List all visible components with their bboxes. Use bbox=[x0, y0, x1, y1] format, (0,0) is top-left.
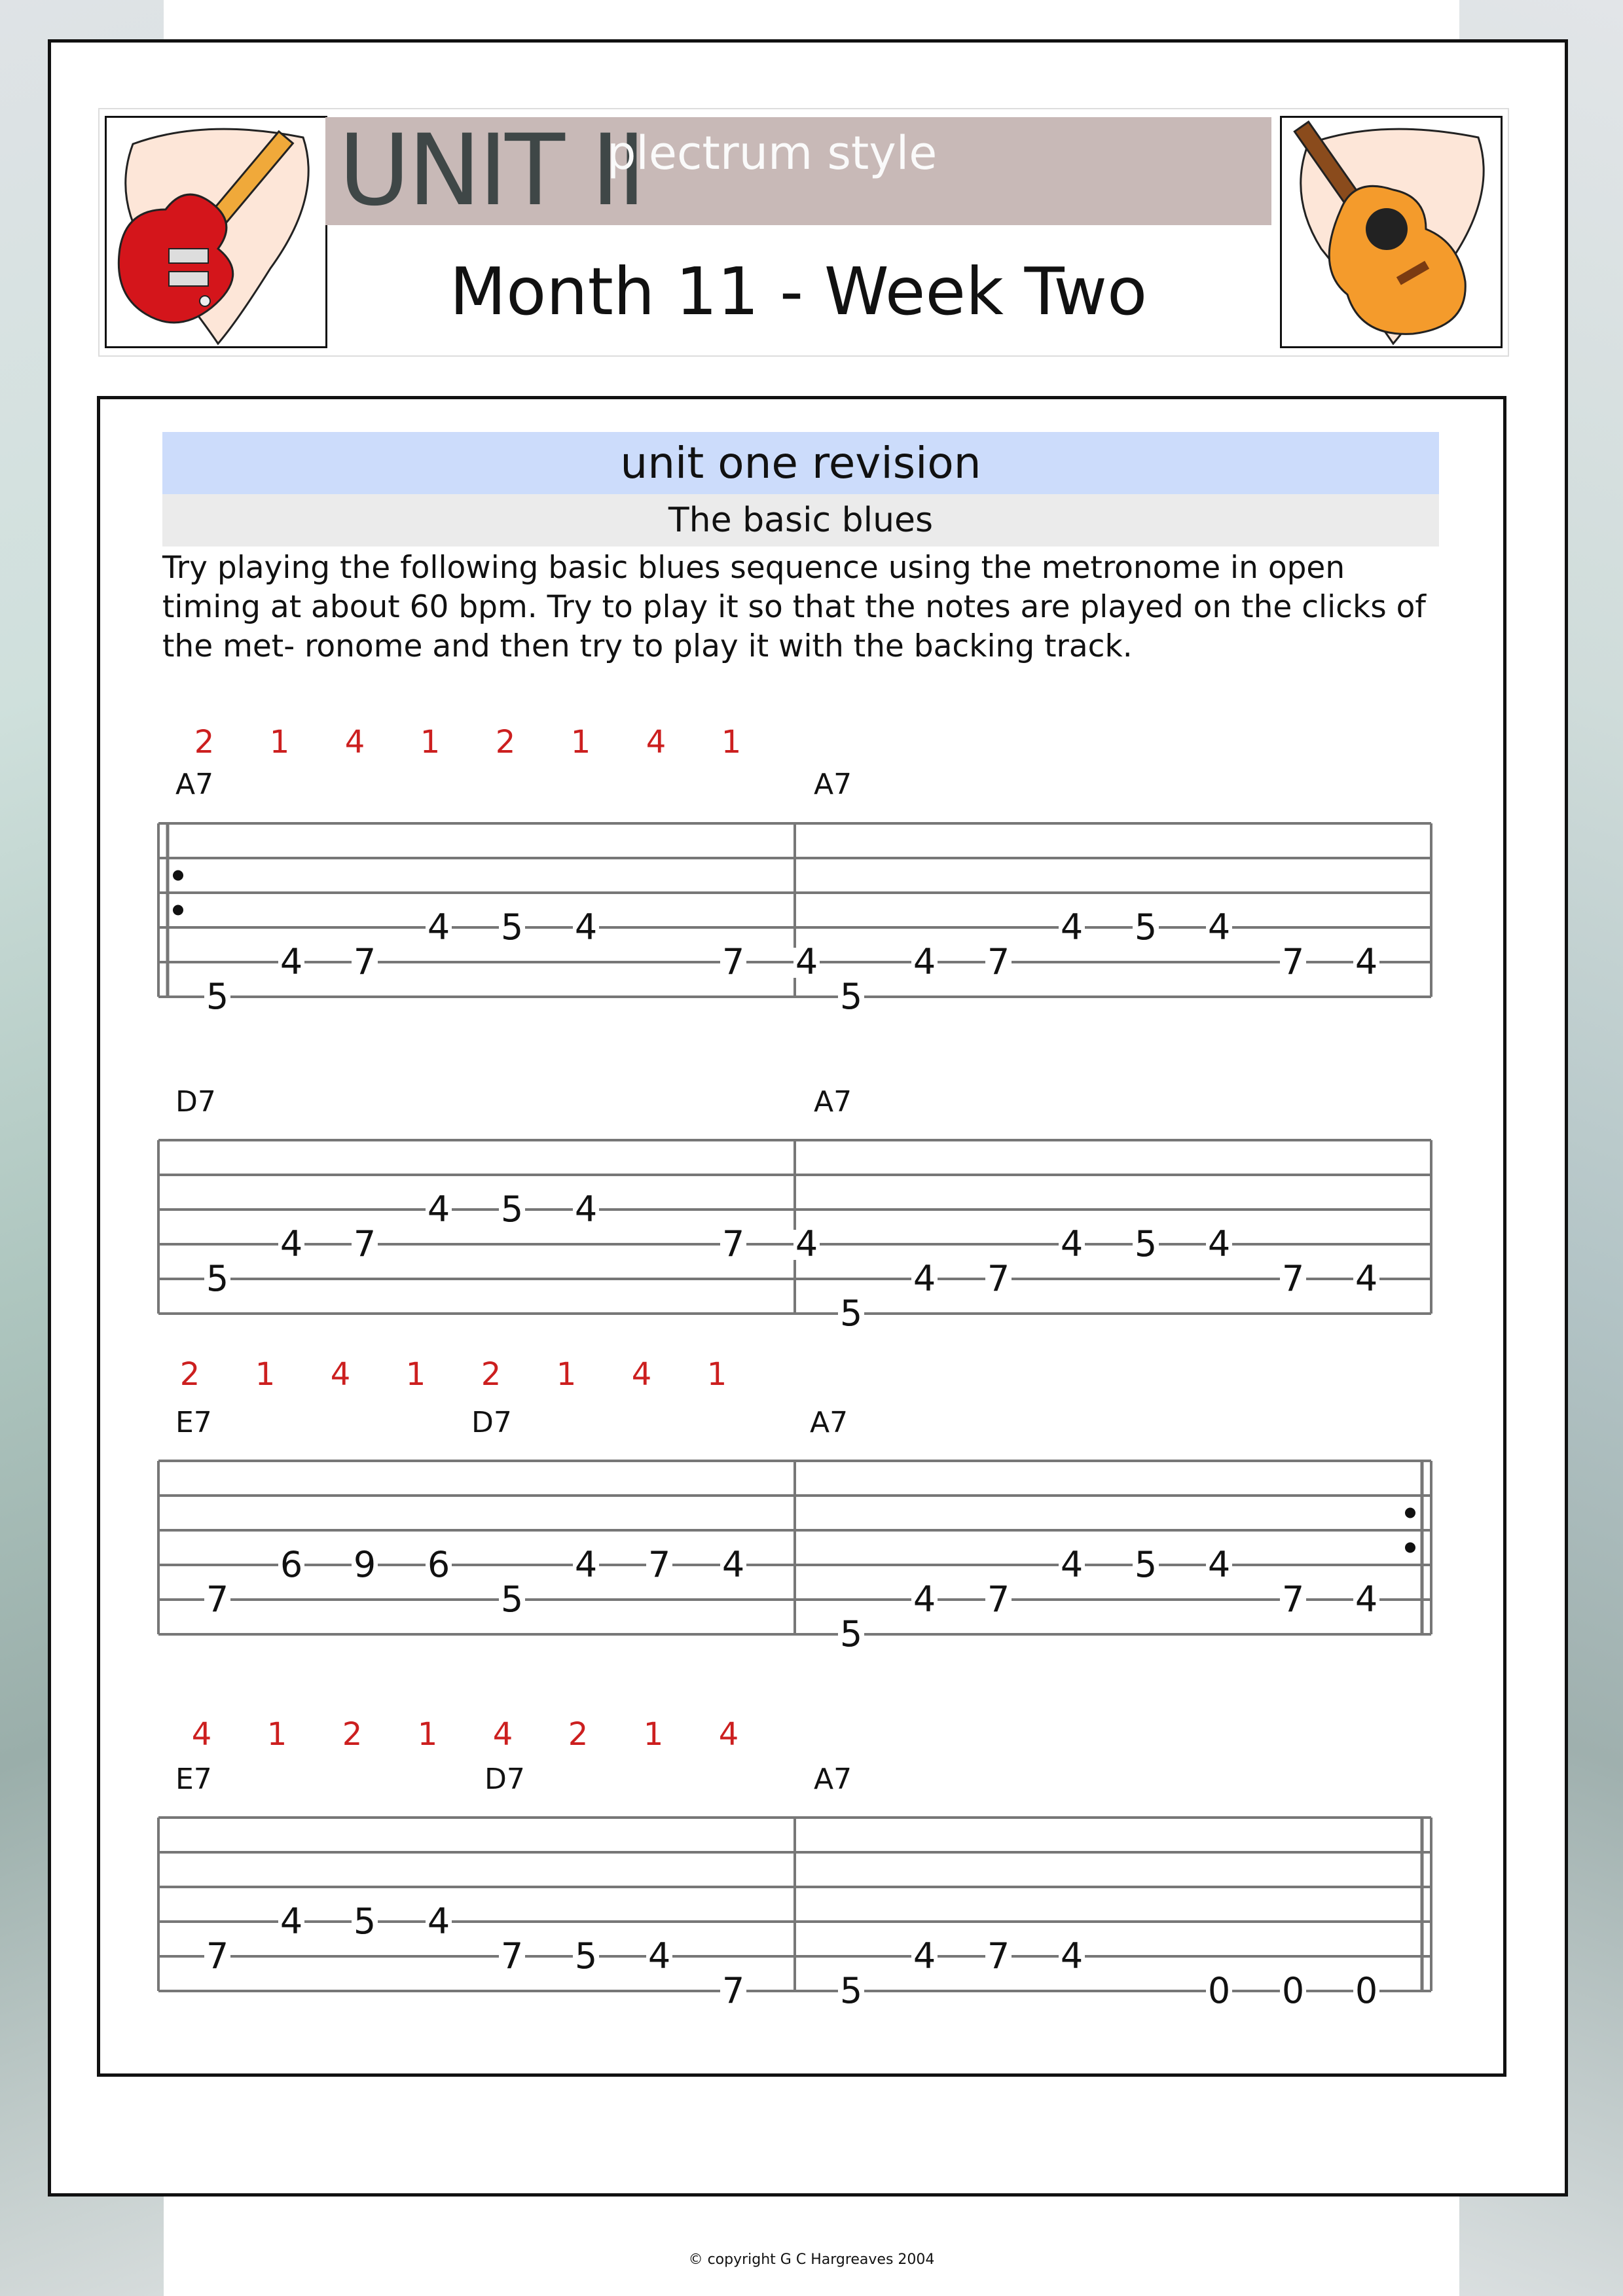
fingering-number: 4 bbox=[191, 1716, 212, 1753]
fret-number: 4 bbox=[1060, 1544, 1084, 1585]
fret-number: 4 bbox=[1355, 1258, 1378, 1299]
chord-name: A7 bbox=[175, 768, 214, 801]
fingering-number: 4 bbox=[492, 1716, 513, 1753]
repeat-dot bbox=[173, 905, 183, 916]
fret-number: 7 bbox=[721, 1223, 745, 1265]
fret-number: 4 bbox=[913, 1579, 936, 1620]
fret-number: 5 bbox=[500, 1189, 524, 1230]
fret-number: 0 bbox=[1207, 1970, 1231, 2011]
fret-number: 4 bbox=[913, 1258, 936, 1299]
fret-number: 4 bbox=[795, 1223, 818, 1265]
fret-number: 7 bbox=[987, 1258, 1010, 1299]
fingering-number: 4 bbox=[646, 724, 666, 761]
fret-number: 4 bbox=[427, 1189, 450, 1230]
fret-number: 0 bbox=[1281, 1970, 1305, 2011]
fret-number: 7 bbox=[987, 1579, 1010, 1620]
chord-name: A7 bbox=[810, 1406, 848, 1439]
fret-number: 5 bbox=[839, 1613, 863, 1655]
fret-number: 4 bbox=[1060, 1935, 1084, 1977]
fingering-number: 1 bbox=[417, 1716, 438, 1753]
fingering-number: 4 bbox=[718, 1716, 739, 1753]
fret-number: 7 bbox=[353, 941, 376, 982]
fret-number: 4 bbox=[1207, 1544, 1231, 1585]
fingering-number: 1 bbox=[721, 724, 742, 761]
fret-number: 9 bbox=[353, 1544, 376, 1585]
fret-number: 5 bbox=[1134, 1544, 1158, 1585]
fret-number: 7 bbox=[353, 1223, 376, 1265]
fret-number: 6 bbox=[280, 1544, 303, 1585]
fret-number: 7 bbox=[500, 1935, 524, 1977]
fingering-number: 1 bbox=[706, 1356, 727, 1393]
fret-number: 4 bbox=[280, 941, 303, 982]
fret-number: 4 bbox=[427, 1901, 450, 1942]
chord-name: A7 bbox=[814, 1085, 852, 1119]
fingering-number: 1 bbox=[269, 724, 290, 761]
fret-number: 4 bbox=[1207, 906, 1231, 948]
chord-name: D7 bbox=[471, 1406, 512, 1439]
fret-number: 4 bbox=[721, 1544, 745, 1585]
repeat-dot bbox=[173, 870, 183, 881]
fret-number: 5 bbox=[574, 1935, 598, 1977]
fret-number: 4 bbox=[1207, 1223, 1231, 1265]
unit-title: UNIT II bbox=[338, 114, 644, 228]
fret-number: 5 bbox=[1134, 906, 1158, 948]
fret-number: 4 bbox=[1060, 1223, 1084, 1265]
fingering-number: 1 bbox=[420, 724, 441, 761]
fret-number: 4 bbox=[795, 941, 818, 982]
fret-number: 7 bbox=[987, 941, 1010, 982]
fret-number: 5 bbox=[206, 976, 229, 1017]
fingering-number: 1 bbox=[556, 1356, 577, 1393]
fret-number: 5 bbox=[839, 1293, 863, 1334]
fret-number: 4 bbox=[913, 1935, 936, 1977]
fingering-number: 4 bbox=[344, 724, 365, 761]
repeat-dot bbox=[1405, 1508, 1415, 1518]
chord-name: D7 bbox=[175, 1085, 216, 1119]
fret-number: 7 bbox=[1281, 941, 1305, 982]
copyright-text: © copyright G C Hargreaves 2004 bbox=[688, 2251, 935, 2268]
fret-number: 4 bbox=[647, 1935, 671, 1977]
fret-number: 4 bbox=[913, 941, 936, 982]
fret-number: 5 bbox=[839, 976, 863, 1017]
fingering-number: 1 bbox=[570, 724, 591, 761]
repeat-dot bbox=[1405, 1543, 1415, 1553]
fingering-number: 1 bbox=[255, 1356, 276, 1393]
fingering-number: 2 bbox=[342, 1716, 363, 1753]
fret-number: 7 bbox=[647, 1544, 671, 1585]
fret-number: 0 bbox=[1355, 1970, 1378, 2011]
fret-number: 7 bbox=[1281, 1579, 1305, 1620]
fret-number: 5 bbox=[206, 1258, 229, 1299]
chord-name: D7 bbox=[484, 1763, 525, 1796]
fret-number: 4 bbox=[280, 1223, 303, 1265]
fret-number: 5 bbox=[1134, 1223, 1158, 1265]
fret-number: 6 bbox=[427, 1544, 450, 1585]
fret-number: 4 bbox=[574, 1544, 598, 1585]
fingering-number: 2 bbox=[179, 1356, 200, 1393]
fingering-number: 1 bbox=[405, 1356, 426, 1393]
intro-paragraph: Try playing the following basic blues sequence using the metronome in open timing at about 60 bpm. Try to play it so that the notes are played on the clicks of the met- ronome and then try to play it with the backing track. bbox=[162, 550, 1426, 664]
fingering-number: 2 bbox=[495, 724, 516, 761]
fret-number: 7 bbox=[206, 1579, 229, 1620]
chord-name: A7 bbox=[814, 768, 852, 801]
chord-name: A7 bbox=[814, 1763, 852, 1796]
fret-number: 4 bbox=[1355, 1579, 1378, 1620]
fret-number: 7 bbox=[721, 1970, 745, 2011]
section-subtitle: The basic blues bbox=[162, 494, 1439, 547]
fret-number: 5 bbox=[500, 906, 524, 948]
fingering-number: 1 bbox=[643, 1716, 664, 1753]
fret-number: 5 bbox=[353, 1901, 376, 1942]
fret-number: 5 bbox=[839, 1970, 863, 2011]
fingering-number: 4 bbox=[631, 1356, 652, 1393]
chord-name: E7 bbox=[175, 1763, 212, 1796]
fret-number: 4 bbox=[1060, 906, 1084, 948]
fret-number: 4 bbox=[280, 1901, 303, 1942]
fret-number: 4 bbox=[1355, 941, 1378, 982]
fret-number: 4 bbox=[574, 1189, 598, 1230]
fingering-number: 2 bbox=[194, 724, 215, 761]
section-title: unit one revision bbox=[162, 432, 1439, 494]
fret-number: 5 bbox=[500, 1579, 524, 1620]
chord-name: E7 bbox=[175, 1406, 212, 1439]
fret-number: 7 bbox=[987, 1935, 1010, 1977]
fingering-number: 1 bbox=[266, 1716, 287, 1753]
fret-number: 7 bbox=[206, 1935, 229, 1977]
fret-number: 4 bbox=[427, 906, 450, 948]
fingering-number: 4 bbox=[330, 1356, 351, 1393]
fret-number: 7 bbox=[721, 941, 745, 982]
style-title: plectrum style bbox=[607, 126, 938, 180]
fret-number: 7 bbox=[1281, 1258, 1305, 1299]
week-title: Month 11 - Week Two bbox=[449, 253, 1148, 330]
fret-number: 4 bbox=[574, 906, 598, 948]
fingering-number: 2 bbox=[568, 1716, 589, 1753]
fingering-number: 2 bbox=[481, 1356, 501, 1393]
